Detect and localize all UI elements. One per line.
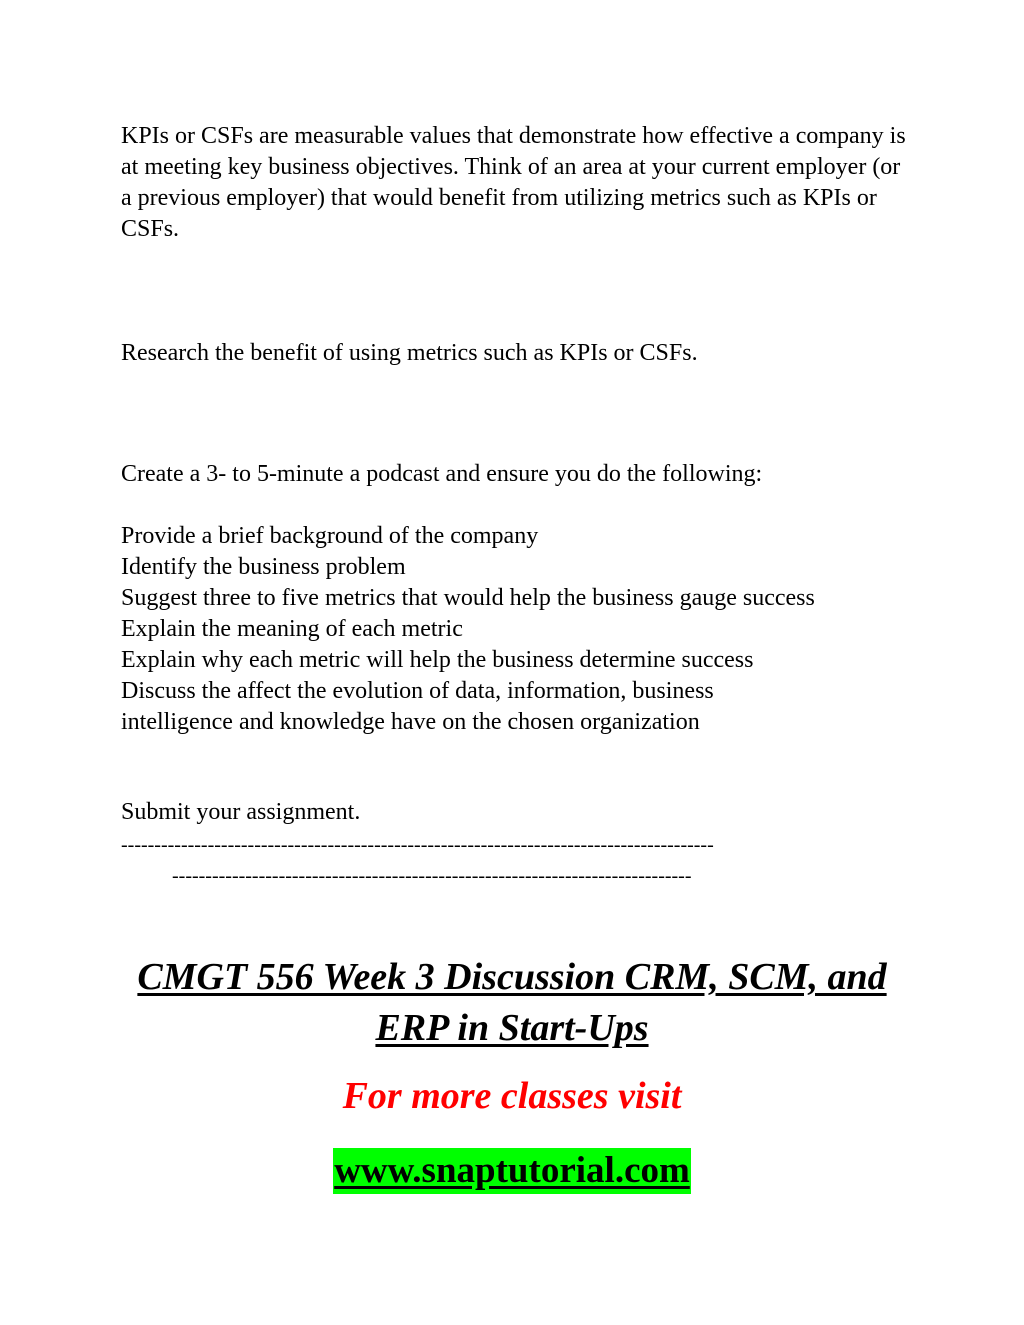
research-paragraph: Research the benefit of using metrics such as KPIs or CSFs.: [121, 340, 698, 366]
separator-line: ------------------------------------------------------------------------------: [172, 866, 692, 886]
intro-paragraph: KPIs or CSFs are measurable values that demonstrate how effective a company is at meeting key business objectives. Think of an area at your current employer (or a previous employer) that would benefit from utilizing metrics such as KPIs or CSFs.: [121, 123, 906, 242]
separator-line: -----------------------------------------------------------------------------------------: [121, 835, 714, 855]
task-item: Explain why each metric will help the business determine success: [121, 647, 754, 673]
website-link[interactable]: www.snaptutorial.com: [333, 1148, 691, 1194]
visit-text: For more classes visit: [342, 1075, 682, 1117]
task-item: Identify the business problem: [121, 554, 406, 580]
task-item: Suggest three to five metrics that would help the business gauge success: [121, 585, 815, 611]
submit-paragraph: Submit your assignment.: [121, 799, 361, 825]
task-item: Provide a brief background of the company: [121, 523, 539, 549]
task-item: Discuss the affect the evolution of data, information, business intelligence and knowledge have on the chosen organization: [121, 678, 714, 735]
create-paragraph: Create a 3- to 5-minute a podcast and ensure you do the following:: [121, 461, 763, 487]
website-container: [0, 1148, 1024, 1194]
task-list: [121, 521, 911, 738]
course-title: CMGT 556 Week 3 Discussion CRM, SCM, and ERP in Start-Ups: [137, 956, 887, 1049]
task-item: Explain the meaning of each metric: [121, 616, 463, 642]
